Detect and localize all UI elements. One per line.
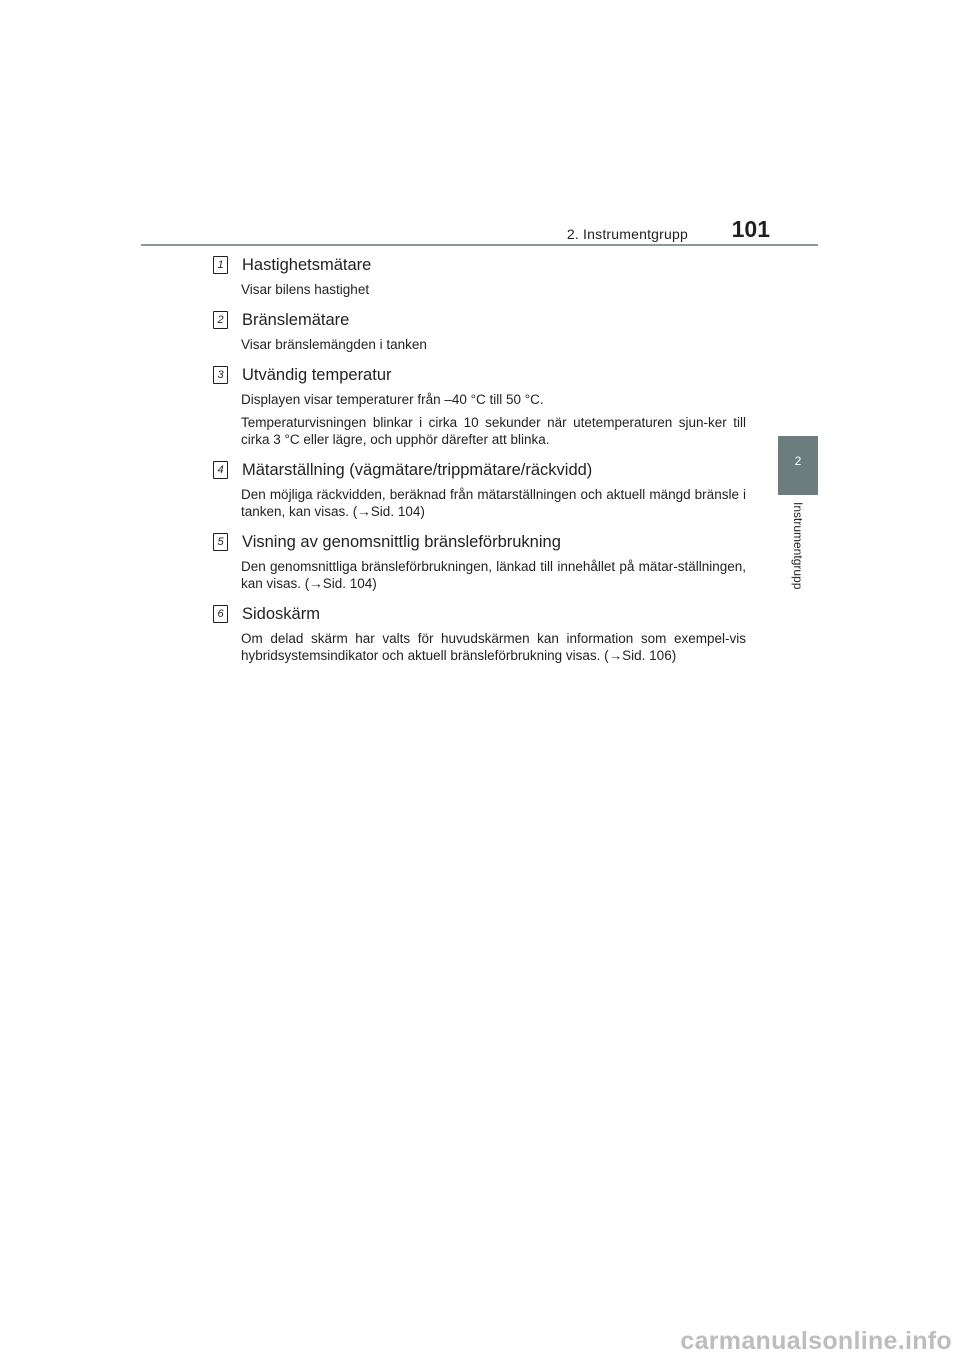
item-heading (213, 363, 746, 387)
item-title: Mätarställning (vägmätare/trippmätare/räckvidd) (242, 460, 593, 479)
list-item (213, 253, 746, 298)
list-item (213, 602, 746, 664)
item-number-badge: 6 (213, 605, 228, 623)
item-description: Temperaturvisningen blinkar i cirka 10 sekunder när utetemperaturen sjun-ker till cirka 3 °C eller lägre, och upphör därefter att blinka. (241, 415, 746, 447)
chapter-tab (778, 436, 818, 495)
page-header (141, 212, 818, 246)
item-heading (213, 602, 746, 626)
item-title: Utvändig temperatur (242, 365, 392, 384)
list-item (213, 363, 746, 448)
item-title: Bränslemätare (242, 310, 350, 329)
item-body (241, 391, 746, 448)
item-heading (213, 530, 746, 554)
item-description: Den genomsnittliga bränsleförbrukningen, länkad till innehållet på mätar-ställningen, kan visas. (→Sid. 104) (241, 559, 746, 591)
item-title: Visning av genomsnittlig bränsleförbrukning (242, 532, 561, 551)
watermark: carmanualsonline.info (680, 1327, 952, 1355)
chapter-number: 2 (794, 454, 802, 468)
item-heading (213, 458, 746, 482)
item-body (241, 486, 746, 520)
item-body (241, 281, 746, 298)
item-body (241, 630, 746, 664)
page-number: 101 (731, 216, 770, 242)
chapter-label: Instrumentgrupp (791, 502, 805, 590)
item-heading (213, 308, 746, 332)
item-number-badge: 5 (213, 533, 228, 551)
list-item (213, 458, 746, 520)
item-description: Visar bilens hastighet (241, 282, 370, 297)
item-number-badge: 4 (213, 461, 228, 479)
item-description: Den möjliga räckvidden, beräknad från mätarställningen och aktuell mängd bränsle i tanken, kan visas. (→Sid. 104) (241, 487, 746, 519)
item-description: Displayen visar temperaturer från –40 °C till 50 °C. (241, 392, 544, 407)
item-heading (213, 253, 746, 277)
item-list (213, 253, 746, 674)
item-body (241, 336, 746, 353)
item-number-badge: 3 (213, 366, 228, 384)
list-item (213, 308, 746, 353)
item-title: Sidoskärm (242, 604, 320, 623)
item-number-badge: 1 (213, 256, 228, 274)
item-description: Visar bränslemängden i tanken (241, 337, 427, 352)
header-rule (141, 244, 818, 246)
list-item (213, 530, 746, 592)
item-description: Om delad skärm har valts för huvudskärmen kan information som exempel-vis hybridsystemsindikator och aktuell bränsleförbrukning visas. (→Sid. 106) (241, 631, 746, 663)
item-title: Hastighetsmätare (242, 255, 372, 274)
section-title: 2. Instrumentgrupp (566, 226, 688, 242)
item-number-badge: 2 (213, 311, 228, 329)
item-body (241, 558, 746, 592)
